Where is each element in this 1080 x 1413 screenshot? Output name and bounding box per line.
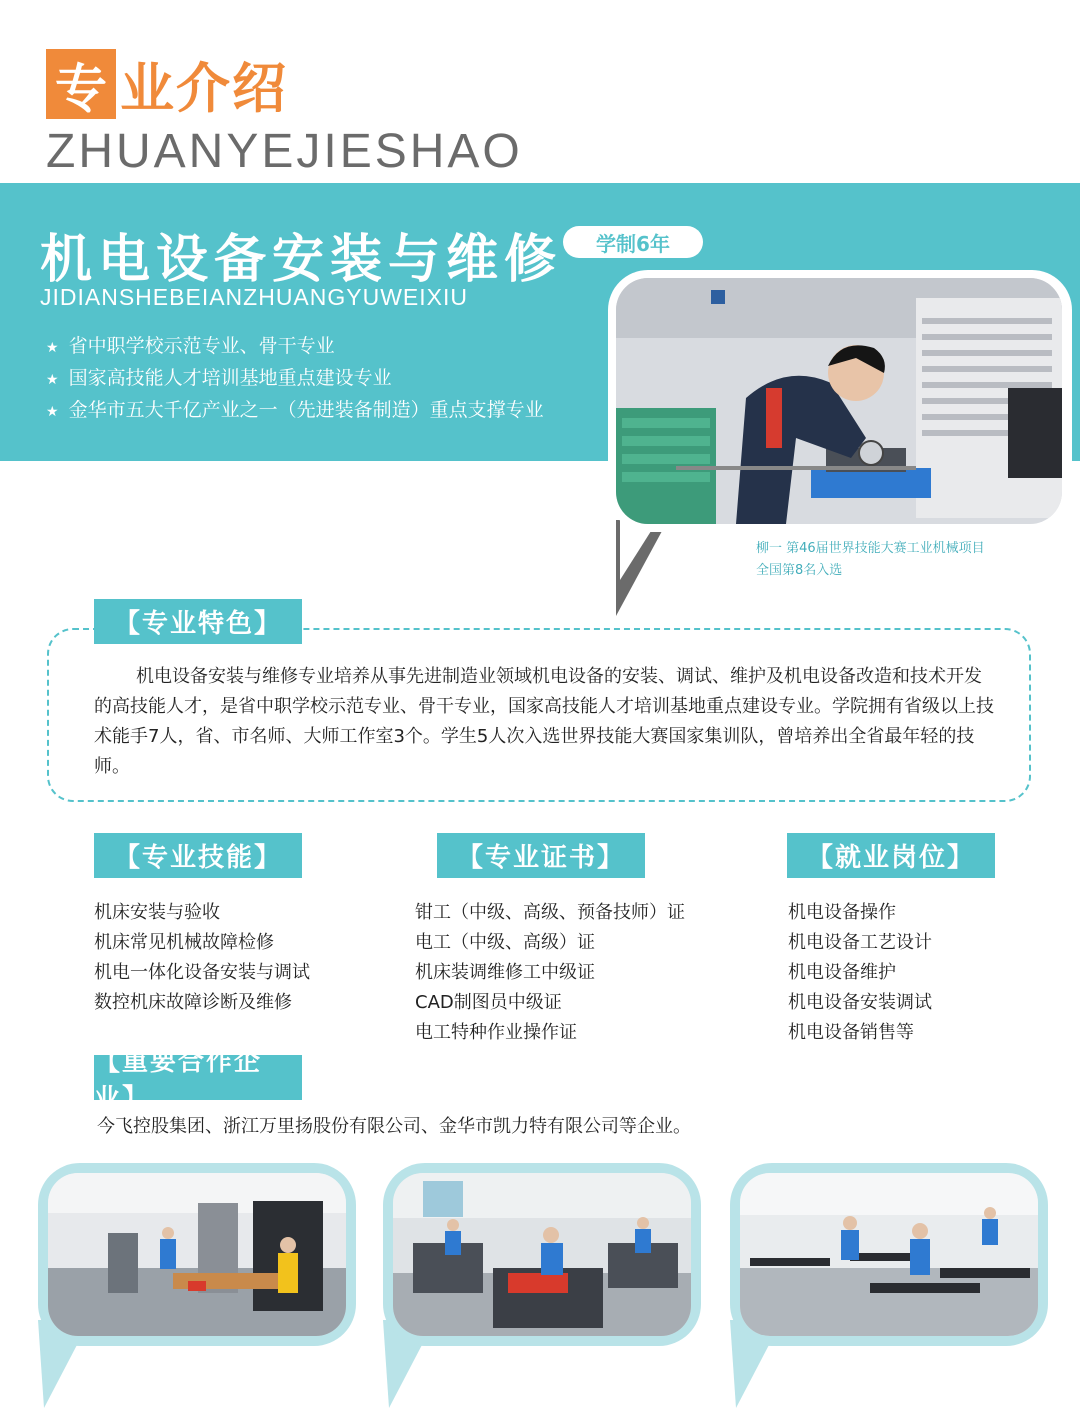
page-title-first-char: 专	[46, 49, 116, 119]
workshop-illustration-3	[740, 1173, 1038, 1336]
honor-text: 金华市五大千亿产业之一（先进装备制造）重点支撑专业	[68, 399, 544, 421]
workshop-photo-2	[393, 1173, 691, 1336]
workshop-photo-3	[740, 1173, 1038, 1336]
hero-speech-tail	[608, 520, 688, 620]
student-workshop-illustration	[616, 278, 1062, 524]
certificates-list	[415, 898, 685, 1048]
honor-item	[46, 362, 544, 394]
major-pinyin: JIDIANSHEBEIANZHUANGYUWEIXIU	[40, 284, 468, 310]
skills-heading: 【专业技能】	[94, 833, 302, 878]
honor-text: 国家高技能人才培训基地重点建设专业	[68, 367, 392, 389]
skill-item: 机电一体化设备安装与调试	[94, 962, 310, 983]
star-icon: ★	[46, 404, 59, 420]
major-title: 机电设备安装与维修	[40, 230, 563, 290]
honor-item	[46, 394, 544, 426]
honors-list	[46, 330, 544, 426]
workshop-photo-1	[48, 1173, 346, 1336]
skill-item: 数控机床故障诊断及维修	[94, 992, 292, 1013]
features-heading: 【专业特色】	[94, 599, 302, 644]
hero-caption-line2: 全国第8名入选	[756, 563, 843, 578]
hero-photo	[616, 278, 1062, 524]
jobs-list	[788, 898, 932, 1048]
page-title	[46, 48, 288, 120]
hero-caption-line1: 柳一 第46届世界技能大赛工业机械项目	[756, 541, 985, 556]
jobs-heading: 【就业岗位】	[787, 833, 995, 878]
skills-list	[94, 898, 310, 1018]
honor-text: 省中职学校示范专业、骨干专业	[68, 335, 335, 357]
partners-text: 今飞控股集团、浙江万里扬股份有限公司、金华市凯力特有限公司等企业。	[97, 1116, 691, 1137]
certificate-item: 机床装调维修工中级证	[415, 962, 595, 983]
star-icon: ★	[46, 372, 59, 388]
star-icon: ★	[46, 340, 59, 356]
certificate-item: 钳工（中级、高级、预备技师）证	[415, 902, 685, 923]
job-item: 机电设备维护	[788, 962, 896, 983]
features-text: 机电设备安装与维修专业培养从事先进制造业领域机电设备的安装、调试、维护及机电设备改造和技术开发的高技能人才，是省中职学校示范专业、骨干专业，国家高技能人才培训基地重点建设专业。学院拥有省级以上技术能手7人，省、市名师、大师工作室3个。学生5人次入选世界技能大赛国家集训队，曾培养出全省最年轻的技师。	[94, 666, 994, 777]
skill-item: 机床常见机械故障检修	[94, 932, 274, 953]
hero-caption	[756, 538, 985, 582]
certificates-heading: 【专业证书】	[437, 833, 645, 878]
duration-badge: 学制6年	[563, 226, 703, 258]
job-item: 机电设备工艺设计	[788, 932, 932, 953]
certificate-item: 电工（中级、高级）证	[415, 932, 595, 953]
job-item: 机电设备操作	[788, 902, 896, 923]
certificate-item: 电工特种作业操作证	[415, 1022, 577, 1043]
skill-item: 机床安装与验收	[94, 902, 220, 923]
page-title-pinyin: ZHUANYEJIESHAO	[46, 125, 523, 178]
job-item: 机电设备销售等	[788, 1022, 914, 1043]
workshop-illustration-2	[393, 1173, 691, 1336]
certificate-item: CAD制图员中级证	[415, 992, 562, 1013]
workshop-illustration-1	[48, 1173, 346, 1336]
page-title-rest: 业介绍	[120, 56, 288, 120]
honor-item	[46, 330, 544, 362]
job-item: 机电设备安装调试	[788, 992, 932, 1013]
partners-heading: 【重要合作企业】	[94, 1055, 302, 1100]
